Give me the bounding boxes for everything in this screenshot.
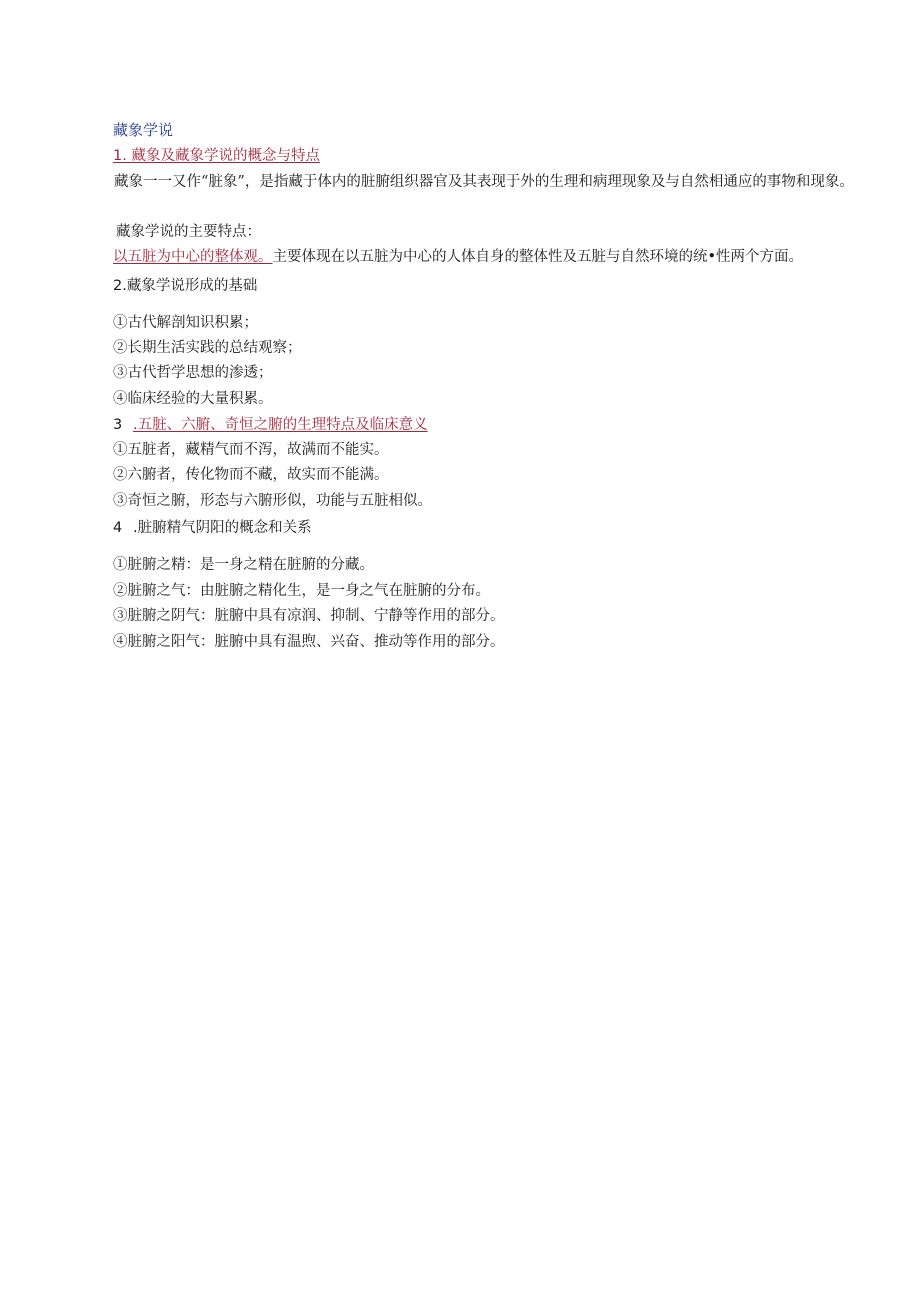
section-4-item: ②脏腑之气：由脏腑之精化生，是一身之气在脏腑的分布。 — [113, 583, 490, 599]
section-4-number: 4 — [113, 520, 123, 536]
section-4-item: ③脏腑之阴气：脏腑中具有凉润、抑制、宁静等作用的部分。 — [113, 608, 505, 624]
holistic-view-highlight: 以五脏为中心的整体观。 — [113, 249, 273, 265]
section-1-features-line — [113, 247, 860, 267]
section-3-heading: .五脏、六腑、奇恒之腑的生理特点及临床意义 — [133, 417, 428, 433]
section-4-heading: .脏腑精气阴阳的概念和关系 — [133, 520, 312, 536]
document-title: 藏象学说 — [113, 121, 174, 139]
section-1-heading: 1. 藏象及藏象学说的概念与特点 — [113, 148, 320, 164]
section-3-number: 3 — [113, 417, 123, 433]
section-2-item: ④临床经验的大量积累。 — [113, 391, 273, 407]
section-3-item: ②六腑者，传化物而不藏，故实而不能满。 — [113, 467, 389, 483]
section-4-item: ①脏腑之精：是一身之精在脏腑的分藏。 — [113, 557, 374, 573]
section-2-item: ③古代哲学思想的渗透； — [113, 365, 273, 381]
holistic-view-text: 主要体现在以五脏为中心的人体自身的整体性及五脏与自然环境的统•性两个方面。 — [272, 249, 804, 265]
section-1-features-label: 藏象学说的主要特点： — [116, 224, 261, 240]
section-2-item: ①古代解剖知识积累； — [113, 315, 258, 331]
section-3-item: ③奇恒之腑，形态与六腑形似，功能与五脏相似。 — [113, 493, 432, 509]
section-2-heading: 2.藏象学说形成的基础 — [113, 278, 258, 294]
section-1-heading-line — [113, 146, 860, 166]
section-2-item: ②长期生活实践的总结观察； — [113, 340, 302, 356]
section-3-item: ①五脏者，藏精气而不泻，故满而不能实。 — [113, 442, 389, 458]
section-4-heading-line — [113, 518, 860, 538]
section-4-item: ④脏腑之阳气：脏腑中具有温煦、兴奋、推动等作用的部分。 — [113, 634, 505, 650]
section-3-heading-line — [113, 415, 860, 435]
section-1-definition: 藏象一一又作“脏象”，是指藏于体内的脏腑组织器官及其表现于外的生理和病理现象及与自然相通应的事物和现象。 — [114, 174, 854, 190]
